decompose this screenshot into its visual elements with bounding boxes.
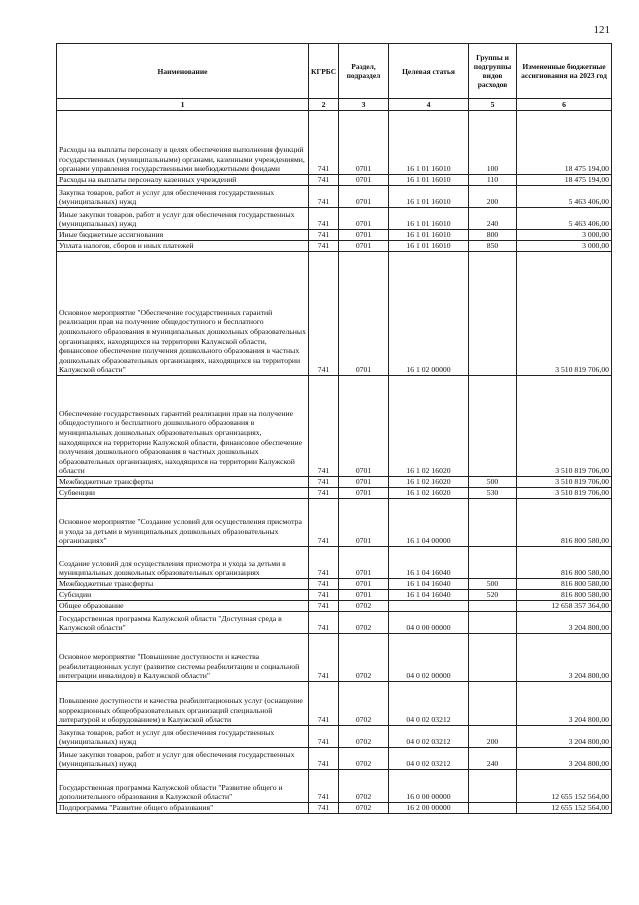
header-expense-groups: Группы и подгруппы видов расходов [469,44,517,99]
table-row [57,376,612,477]
row-section: 0701 [339,477,389,488]
row-name: Межбюджетные трансферты [57,477,309,488]
row-amount: 816 800 580,00 [517,590,612,601]
table-row [57,579,612,590]
row-target-article: 16 1 01 16010 [389,175,469,186]
row-expense-group [469,376,517,477]
row-name: Иные бюджетные ассигнования [57,230,309,241]
row-section: 0702 [339,682,389,726]
column-number: 2 [309,99,339,111]
row-name: Субвенции [57,488,309,499]
header-name: Наименование [57,44,309,99]
row-expense-group: 200 [469,726,517,748]
row-section: 0701 [339,208,389,230]
column-number: 3 [339,99,389,111]
row-expense-group [469,770,517,803]
table-row [57,547,612,579]
row-target-article: 16 1 02 00000 [389,252,469,376]
table-row [57,590,612,601]
row-kgrbs: 741 [309,477,339,488]
column-number: 1 [57,99,309,111]
row-name: Общее образование [57,601,309,612]
row-expense-group [469,547,517,579]
row-amount: 18 475 194,00 [517,175,612,186]
table-row [57,748,612,770]
row-kgrbs: 741 [309,590,339,601]
row-amount: 12 658 357 364,00 [517,601,612,612]
row-expense-group: 240 [469,208,517,230]
row-expense-group: 520 [469,590,517,601]
row-section: 0702 [339,634,389,682]
table-row [57,208,612,230]
row-name: Обеспечение государственных гарантий реализации прав на получение общедоступного и бесплатного дошкольного образования в муниципальных дошкольных образовательных организациях, находящихся на территории Калужской области, финансовое обеспечение получения дошкольного образования в частных дошкольных образовательных организациях, находящихся на территории Калужской области [57,376,309,477]
table-row [57,612,612,634]
row-kgrbs: 741 [309,726,339,748]
table-row [57,803,612,814]
row-target-article: 04 0 02 03212 [389,726,469,748]
row-kgrbs: 741 [309,186,339,208]
row-name: Закупка товаров, работ и услуг для обеспечения государственных (муниципальных) нужд [57,186,309,208]
row-amount: 3 000,00 [517,241,612,252]
row-expense-group: 850 [469,241,517,252]
table-row [57,186,612,208]
row-name: Государственная программа Калужской области "Развитие общего и дополнительного образования в Калужской области" [57,770,309,803]
row-expense-group: 200 [469,186,517,208]
row-kgrbs: 741 [309,241,339,252]
row-name: Основное мероприятие "Создание условий для осуществления присмотра и ухода за детьми в муниципальных дошкольных образовательных организациях" [57,499,309,547]
row-section: 0702 [339,748,389,770]
row-name: Повышение доступности и качества реабилитационных услуг (оснащение коррекционных общеобразовательных организаций специальной литературой и оборудованием) в Калужской области [57,682,309,726]
row-target-article: 16 1 01 16010 [389,111,469,175]
row-section: 0701 [339,111,389,175]
row-expense-group [469,803,517,814]
row-target-article: 16 1 01 16010 [389,208,469,230]
table-body [57,111,612,814]
row-section: 0701 [339,590,389,601]
row-section: 0701 [339,175,389,186]
row-expense-group: 240 [469,748,517,770]
row-target-article: 16 1 04 00000 [389,499,469,547]
header-kgrbs: КГРБС [309,44,339,99]
table-row [57,499,612,547]
row-name: Закупка товаров, работ и услуг для обеспечения государственных (муниципальных) нужд [57,726,309,748]
row-amount: 3 510 819 706,00 [517,488,612,499]
table-row [57,634,612,682]
table-row [57,241,612,252]
row-kgrbs: 741 [309,770,339,803]
table-row [57,726,612,748]
row-section: 0701 [339,252,389,376]
row-kgrbs: 741 [309,748,339,770]
row-kgrbs: 741 [309,499,339,547]
row-section: 0701 [339,499,389,547]
row-expense-group [469,252,517,376]
row-amount: 3 204 800,00 [517,612,612,634]
row-target-article: 16 2 00 00000 [389,803,469,814]
row-kgrbs: 741 [309,252,339,376]
row-target-article: 04 0 00 00000 [389,612,469,634]
row-expense-group: 110 [469,175,517,186]
row-target-article: 16 1 04 16040 [389,547,469,579]
row-kgrbs: 741 [309,682,339,726]
row-section: 0701 [339,579,389,590]
row-target-article: 16 1 04 16040 [389,590,469,601]
row-name: Расходы на выплаты персоналу в целях обеспечения выполнения функций государственных (муниципальными) органами, казенными учреждениями, органами управления государственными внебюджетными фондами [57,111,309,175]
row-section: 0701 [339,547,389,579]
row-name: Уплата налогов, сборов и иных платежей [57,241,309,252]
row-amount: 3 510 819 706,00 [517,477,612,488]
row-expense-group: 500 [469,579,517,590]
table-row [57,682,612,726]
row-amount: 3 204 800,00 [517,682,612,726]
row-target-article: 16 1 01 16010 [389,230,469,241]
row-amount: 3 204 800,00 [517,748,612,770]
table-row [57,230,612,241]
table-row [57,477,612,488]
row-name: Межбюджетные трансферты [57,579,309,590]
row-name: Основное мероприятие "Повышение доступности и качества реабилитационных услуг (развитие системы реабилитации и социальной интеграции инвалидов) в Калужской области" [57,634,309,682]
row-expense-group [469,634,517,682]
row-expense-group [469,612,517,634]
table-row [57,488,612,499]
header-target-article: Целевая статья [389,44,469,99]
header-allocations: Измененные бюджетные ассигнования на 2023 год [517,44,612,99]
row-kgrbs: 741 [309,111,339,175]
row-target-article: 16 1 02 16020 [389,376,469,477]
row-amount: 3 510 819 706,00 [517,252,612,376]
budget-table [56,43,612,814]
row-name: Подпрограмма "Развитие общего образования" [57,803,309,814]
row-target-article: 16 1 04 16040 [389,579,469,590]
row-name: Создание условий для осуществления присмотра и ухода за детьми в муниципальных дошкольных образовательных организациях [57,547,309,579]
page-number: 121 [593,24,610,36]
row-expense-group: 530 [469,488,517,499]
row-section: 0702 [339,803,389,814]
column-numbers-row [57,99,612,111]
row-expense-group: 800 [469,230,517,241]
row-expense-group [469,499,517,547]
row-section: 0702 [339,601,389,612]
column-number: 5 [469,99,517,111]
row-kgrbs: 741 [309,488,339,499]
row-section: 0701 [339,488,389,499]
row-kgrbs: 741 [309,612,339,634]
row-target-article: 16 1 01 16010 [389,186,469,208]
row-target-article: 16 1 01 16010 [389,241,469,252]
row-kgrbs: 741 [309,634,339,682]
table-row [57,111,612,175]
row-amount: 5 463 406,00 [517,208,612,230]
row-kgrbs: 741 [309,376,339,477]
row-expense-group [469,601,517,612]
row-kgrbs: 741 [309,601,339,612]
row-target-article: 04 0 02 03212 [389,748,469,770]
row-amount: 3 000,00 [517,230,612,241]
row-amount: 3 510 819 706,00 [517,376,612,477]
table-row [57,175,612,186]
row-name: Субсидии [57,590,309,601]
row-name: Иные закупки товаров, работ и услуг для обеспечения государственных (муниципальных) нужд [57,748,309,770]
row-amount: 18 475 194,00 [517,111,612,175]
row-target-article: 16 1 02 16020 [389,477,469,488]
row-amount: 816 800 580,00 [517,547,612,579]
column-number: 4 [389,99,469,111]
table-row [57,601,612,612]
row-expense-group [469,682,517,726]
row-amount: 816 800 580,00 [517,579,612,590]
row-amount: 12 655 152 564,00 [517,770,612,803]
row-target-article: 16 0 00 00000 [389,770,469,803]
row-section: 0702 [339,770,389,803]
row-kgrbs: 741 [309,175,339,186]
row-kgrbs: 741 [309,230,339,241]
row-section: 0701 [339,186,389,208]
row-amount: 3 204 800,00 [517,634,612,682]
row-section: 0702 [339,726,389,748]
row-section: 0701 [339,376,389,477]
row-kgrbs: 741 [309,803,339,814]
row-expense-group: 500 [469,477,517,488]
row-section: 0701 [339,241,389,252]
column-number: 6 [517,99,612,111]
row-name: Расходы на выплаты персоналу казенных учреждений [57,175,309,186]
row-target-article: 04 0 02 03212 [389,682,469,726]
row-amount: 816 800 580,00 [517,499,612,547]
row-name: Основное мероприятие "Обеспечение государственных гарантий реализации прав на получение общедоступного и бесплатного дошкольного образования в муниципальных дошкольных образовательных организациях, находящихся на территории Калужской области, финансовое обеспечение получения дошкольного образования в частных дошкольных образовательных организациях, находящихся на территории Калужской области" [57,252,309,376]
row-amount: 12 655 152 564,00 [517,803,612,814]
table-row [57,252,612,376]
row-name: Государственная программа Калужской области "Доступная среда в Калужской области" [57,612,309,634]
row-kgrbs: 741 [309,579,339,590]
row-kgrbs: 741 [309,547,339,579]
header-section: Раздел, подраздел [339,44,389,99]
row-target-article: 04 0 02 00000 [389,634,469,682]
row-amount: 3 204 800,00 [517,726,612,748]
row-target-article [389,601,469,612]
row-kgrbs: 741 [309,208,339,230]
row-section: 0701 [339,230,389,241]
row-target-article: 16 1 02 16020 [389,488,469,499]
row-expense-group: 100 [469,111,517,175]
row-amount: 5 463 406,00 [517,186,612,208]
row-section: 0702 [339,612,389,634]
table-row [57,770,612,803]
header-row [57,44,612,99]
row-name: Иные закупки товаров, работ и услуг для обеспечения государственных (муниципальных) нужд [57,208,309,230]
